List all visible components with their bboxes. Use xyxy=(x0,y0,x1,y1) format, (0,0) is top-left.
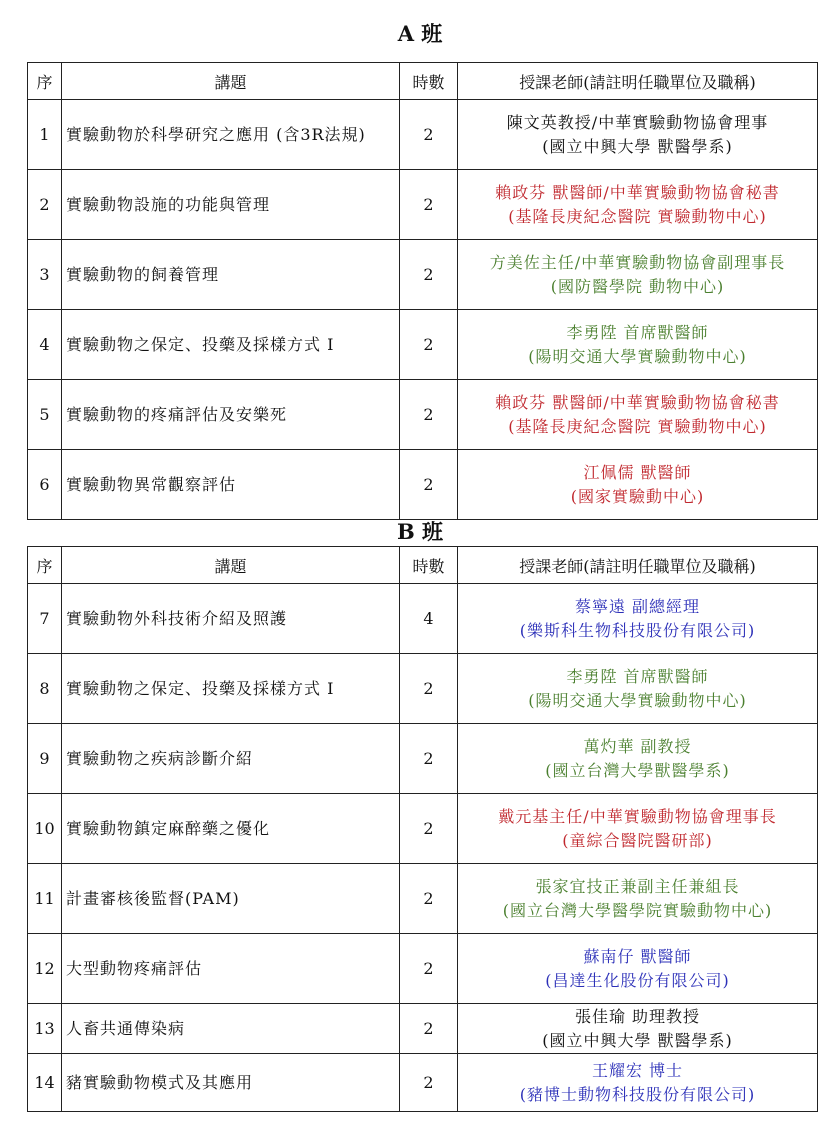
row-hours: 2 xyxy=(400,380,458,450)
row-teacher xyxy=(458,380,818,450)
table-row xyxy=(28,240,818,310)
teacher-name: 萬灼華 副教授 xyxy=(583,736,692,756)
table-row xyxy=(28,450,818,520)
row-teacher xyxy=(458,1054,818,1112)
row-topic: 實驗動物異常觀察評估 xyxy=(62,450,400,520)
class-a-table xyxy=(27,62,818,520)
teacher-name: 方美佐主任/中華實驗動物協會副理事長 xyxy=(489,252,786,272)
row-teacher xyxy=(458,240,818,310)
teacher-affiliation: (豬博士動物科技股份有限公司) xyxy=(519,1084,756,1104)
table-row xyxy=(28,170,818,240)
teacher-affiliation: (國立中興大學 獸醫學系) xyxy=(542,136,733,156)
row-teacher xyxy=(458,1004,818,1054)
table-row xyxy=(28,724,818,794)
row-topic: 大型動物疼痛評估 xyxy=(62,934,400,1004)
header-topic: 講題 xyxy=(62,547,400,584)
header-hours: 時數 xyxy=(400,63,458,100)
teacher-name: 蔡寧遠 副總經理 xyxy=(574,596,701,616)
table-row xyxy=(28,1004,818,1054)
row-teacher xyxy=(458,934,818,1004)
row-hours: 2 xyxy=(400,100,458,170)
teacher-name: 賴政芬 獸醫師/中華實驗動物協會秘書 xyxy=(495,182,780,202)
teacher-name: 陳文英教授/中華實驗動物協會理事 xyxy=(506,112,769,132)
row-topic: 實驗動物鎮定麻醉藥之優化 xyxy=(62,794,400,864)
table-row xyxy=(28,380,818,450)
class-b-title: B 班 xyxy=(396,519,444,544)
row-topic: 計畫審核後監督(PAM) xyxy=(62,864,400,934)
header-hours: 時數 xyxy=(400,547,458,584)
table-header-row xyxy=(28,547,818,584)
teacher-affiliation: (基隆長庚紀念醫院 實驗動物中心) xyxy=(508,206,767,226)
header-seq: 序 xyxy=(28,547,62,584)
row-seq: 3 xyxy=(28,240,62,310)
row-hours: 2 xyxy=(400,724,458,794)
teacher-affiliation: (國立台灣大學獸醫學系) xyxy=(545,760,730,780)
teacher-affiliation: (國家實驗動中心) xyxy=(570,486,705,506)
row-seq: 5 xyxy=(28,380,62,450)
row-teacher xyxy=(458,170,818,240)
row-seq: 14 xyxy=(28,1054,62,1112)
row-topic: 實驗動物設施的功能與管理 xyxy=(62,170,400,240)
row-topic: 人畜共通傳染病 xyxy=(62,1004,400,1054)
row-seq: 7 xyxy=(28,584,62,654)
row-teacher xyxy=(458,724,818,794)
teacher-name: 李勇陞 首席獸醫師 xyxy=(566,666,709,686)
row-hours: 2 xyxy=(400,1054,458,1112)
row-topic: 實驗動物之保定、投藥及採樣方式 I xyxy=(62,654,400,724)
row-seq: 13 xyxy=(28,1004,62,1054)
teacher-name: 王耀宏 博士 xyxy=(591,1060,684,1080)
header-seq: 序 xyxy=(28,63,62,100)
row-hours: 4 xyxy=(400,584,458,654)
row-seq: 10 xyxy=(28,794,62,864)
teacher-name: 江佩儒 獸醫師 xyxy=(583,462,692,482)
row-topic: 豬實驗動物模式及其應用 xyxy=(62,1054,400,1112)
teacher-affiliation: (基隆長庚紀念醫院 實驗動物中心) xyxy=(508,416,767,436)
teacher-name: 張佳瑜 助理教授 xyxy=(574,1006,701,1026)
row-teacher xyxy=(458,794,818,864)
row-topic: 實驗動物之疾病診斷介紹 xyxy=(62,724,400,794)
row-hours: 2 xyxy=(400,170,458,240)
teacher-name: 蘇南仔 獸醫師 xyxy=(583,946,692,966)
row-hours: 2 xyxy=(400,654,458,724)
row-seq: 4 xyxy=(28,310,62,380)
row-seq: 8 xyxy=(28,654,62,724)
teacher-affiliation: (樂斯科生物科技股份有限公司) xyxy=(519,620,756,640)
header-teacher: 授課老師(請註明任職單位及職稱) xyxy=(458,547,818,584)
row-hours: 2 xyxy=(400,310,458,380)
row-topic: 實驗動物的疼痛評估及安樂死 xyxy=(62,380,400,450)
table-row xyxy=(28,1054,818,1112)
teacher-affiliation: (陽明交通大學實驗動物中心) xyxy=(528,690,747,710)
table-row xyxy=(28,584,818,654)
table-row xyxy=(28,100,818,170)
row-seq: 11 xyxy=(28,864,62,934)
header-teacher: 授課老師(請註明任職單位及職稱) xyxy=(458,63,818,100)
teacher-name: 賴政芬 獸醫師/中華實驗動物協會秘書 xyxy=(495,392,780,412)
row-seq: 1 xyxy=(28,100,62,170)
row-hours: 2 xyxy=(400,1004,458,1054)
row-seq: 12 xyxy=(28,934,62,1004)
table-row xyxy=(28,864,818,934)
table-row xyxy=(28,654,818,724)
teacher-name: 李勇陞 首席獸醫師 xyxy=(566,322,709,342)
row-teacher xyxy=(458,450,818,520)
header-topic: 講題 xyxy=(62,63,400,100)
row-teacher xyxy=(458,100,818,170)
teacher-affiliation: (昌達生化股份有限公司) xyxy=(545,970,730,990)
class-b-table xyxy=(27,546,818,1112)
table-row xyxy=(28,934,818,1004)
row-seq: 2 xyxy=(28,170,62,240)
row-seq: 6 xyxy=(28,450,62,520)
row-topic: 實驗動物外科技術介紹及照護 xyxy=(62,584,400,654)
row-hours: 2 xyxy=(400,934,458,1004)
teacher-name: 張家宜技正兼副主任兼組長 xyxy=(535,876,740,896)
row-topic: 實驗動物的飼養管理 xyxy=(62,240,400,310)
row-topic: 實驗動物於科學研究之應用 (含3R法規) xyxy=(62,100,400,170)
row-topic: 實驗動物之保定、投藥及採樣方式 I xyxy=(62,310,400,380)
row-hours: 2 xyxy=(400,864,458,934)
table-row xyxy=(28,794,818,864)
row-teacher xyxy=(458,654,818,724)
teacher-name: 戴元基主任/中華實驗動物協會理事長 xyxy=(498,806,777,826)
class-a-title: A 班 xyxy=(397,21,443,46)
row-teacher xyxy=(458,864,818,934)
teacher-affiliation: (國立中興大學 獸醫學系) xyxy=(542,1030,733,1050)
teacher-affiliation: (童綜合醫院醫研部) xyxy=(562,830,713,850)
row-teacher xyxy=(458,310,818,380)
teacher-affiliation: (國防醫學院 動物中心) xyxy=(550,276,725,296)
table-row xyxy=(28,310,818,380)
teacher-affiliation: (陽明交通大學實驗動物中心) xyxy=(528,346,747,366)
table-header-row xyxy=(28,63,818,100)
row-teacher xyxy=(458,584,818,654)
row-hours: 2 xyxy=(400,450,458,520)
row-seq: 9 xyxy=(28,724,62,794)
row-hours: 2 xyxy=(400,794,458,864)
row-hours: 2 xyxy=(400,240,458,310)
teacher-affiliation: (國立台灣大學醫學院實驗動物中心) xyxy=(502,900,773,920)
